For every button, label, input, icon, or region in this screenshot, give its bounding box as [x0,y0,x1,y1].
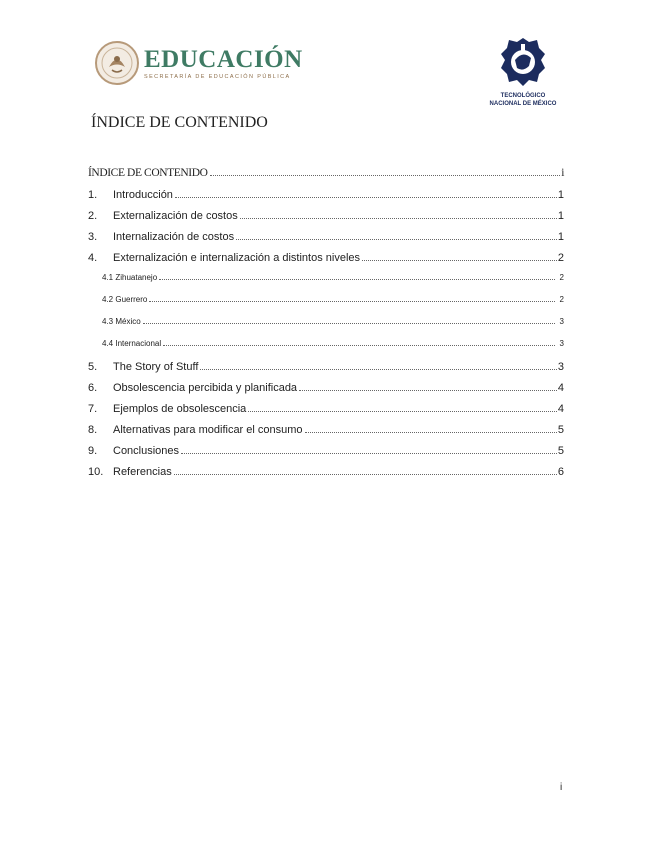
national-seal-icon [94,40,140,86]
tecnm-line2: NACIONAL DE MÉXICO [489,101,557,107]
toc-entry-page: 3 [559,339,564,348]
toc-entry-page: 2 [559,295,564,304]
toc-entry-title: Referencias [113,466,172,478]
page-number: i [560,782,563,793]
toc-entry-title: Obsolescencia percibida y planificada [113,382,298,394]
tecnm-line1: TECNOLÓGICO [500,93,546,99]
toc-entry-page: 2 [559,273,564,282]
toc-entry-title: Alternativas para modificar el consumo [113,424,303,436]
toc-entry[interactable] [88,317,564,339]
toc-entry-title: Introducción [113,189,173,201]
toc-entry-title: 4.2 Guerrero [102,295,148,304]
toc-entry-page: 1 [557,210,564,222]
toc-entry-title: The Story of Stuff [113,361,199,373]
toc-entry-title: Internalización de costos [113,231,235,243]
toc-entry-page: i [561,167,564,179]
toc-dot-leader [299,390,557,391]
toc-entry[interactable] [88,424,564,445]
toc-entry-number: 5. [88,361,98,373]
toc-entry-title: 4.1 Zihuatanejo [102,273,158,282]
toc-entry-title: 4.3 México [102,317,141,326]
toc-entry[interactable] [88,231,564,252]
toc-dot-leader [236,239,557,240]
toc-entry-title: Externalización e internalización a distintos niveles [113,252,361,264]
toc-dot-leader [143,323,555,324]
toc-entry-page: 1 [557,231,564,243]
toc-entry[interactable] [88,339,564,361]
toc-entry-page: 3 [557,361,564,373]
toc-entry-page: 3 [559,317,564,326]
table-of-contents [88,167,564,487]
toc-entry[interactable] [88,466,564,487]
toc-dot-leader [175,197,557,198]
toc-dot-leader [362,260,557,261]
toc-entry[interactable] [88,252,564,273]
toc-dot-leader [149,301,554,302]
toc-dot-leader [210,175,561,176]
toc-entry[interactable] [88,167,564,189]
toc-dot-leader [174,474,557,475]
toc-entry[interactable] [88,403,564,424]
toc-entry-number: 9. [88,445,98,457]
toc-entry-page: 4 [557,382,564,394]
toc-entry-page: 5 [557,445,564,457]
toc-entry-page: 6 [557,466,564,478]
toc-entry[interactable] [88,273,564,295]
sep-subtext: SECRETARÍA DE EDUCACIÓN PÚBLICA [144,73,291,80]
toc-dot-leader [163,345,554,346]
toc-entry[interactable] [88,361,564,382]
toc-dot-leader [240,218,557,219]
toc-entry-page: 2 [557,252,564,264]
toc-entry-number: 10. [88,466,104,478]
toc-entry-number: 2. [88,210,98,222]
toc-entry-page: 5 [557,424,564,436]
educacion-wordmark: EDUCACIÓN [144,45,303,73]
toc-entry-number: 3. [88,231,98,243]
toc-entry-title: ÍNDICE DE CONTENIDO [88,167,208,179]
page-title: ÍNDICE DE CONTENIDO [91,114,268,131]
toc-dot-leader [305,432,557,433]
toc-entry-number: 6. [88,382,98,394]
toc-entry[interactable] [88,445,564,466]
toc-dot-leader [181,453,557,454]
toc-dot-leader [200,369,556,370]
toc-entry-page: 4 [557,403,564,415]
toc-entry-title: Externalización de costos [113,210,238,222]
toc-dot-leader [248,411,557,412]
toc-entry-number: 7. [88,403,98,415]
toc-entry-title: 4.4 Internacional [102,339,162,348]
toc-entry[interactable] [88,210,564,231]
sep-logo [94,40,303,86]
toc-entry[interactable] [88,189,564,210]
tecnm-emblem-icon [499,36,547,92]
toc-entry[interactable] [88,382,564,403]
tecnm-logo [478,36,568,108]
toc-entry-number: 1. [88,189,98,201]
toc-entry-page: 1 [557,189,564,201]
toc-entry-title: Ejemplos de obsolescencia [113,403,247,415]
toc-entry-number: 4. [88,252,98,264]
toc-entry-number: 8. [88,424,98,436]
toc-entry[interactable] [88,295,564,317]
toc-entry-title: Conclusiones [113,445,180,457]
toc-dot-leader [159,279,554,280]
